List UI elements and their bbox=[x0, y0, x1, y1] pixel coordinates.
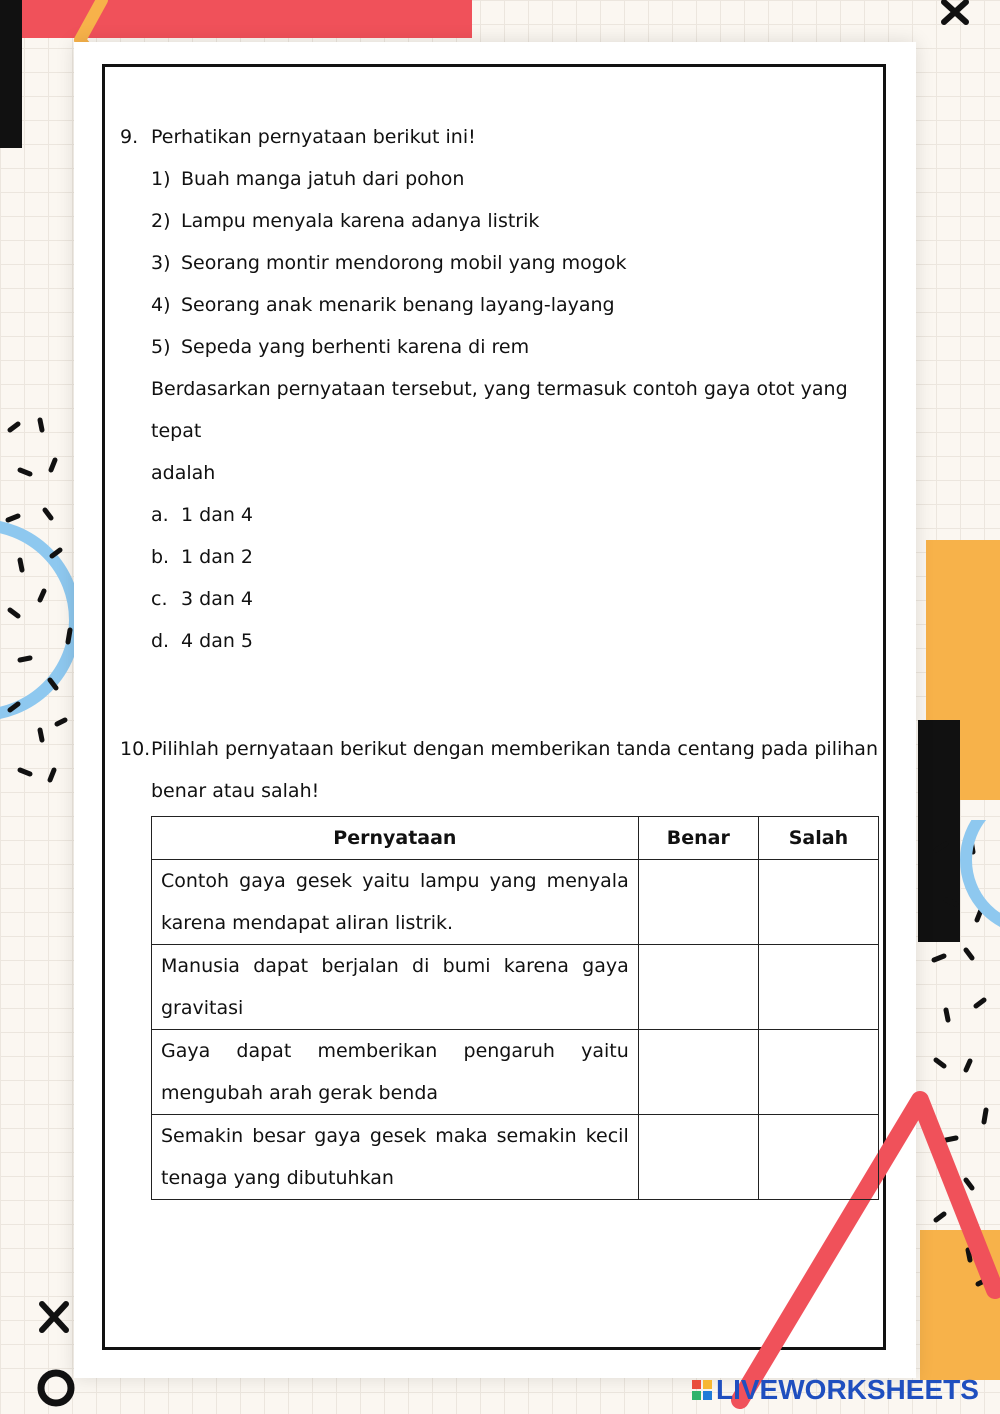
true-checkbox-cell[interactable] bbox=[638, 1030, 758, 1115]
table-header-row bbox=[152, 817, 879, 860]
question-9-prompt: Perhatikan pernyataan berikut ini! bbox=[151, 126, 476, 148]
true-checkbox-cell[interactable] bbox=[638, 860, 758, 945]
false-checkbox-cell[interactable] bbox=[758, 945, 878, 1030]
header-true: Benar bbox=[638, 817, 758, 860]
option-letter: d. bbox=[151, 630, 170, 652]
statement-cell: Manusia dapat berjalan di bumi karena gaya gravitasi bbox=[152, 945, 639, 1030]
question-10 bbox=[120, 728, 878, 1200]
answer-options bbox=[151, 494, 878, 662]
question-10-prompt-line1: Pilihlah pernyataan berikut dengan memberikan tanda centang pada pilihan bbox=[151, 738, 878, 760]
answer-option-c[interactable] bbox=[151, 578, 878, 620]
true-checkbox-cell[interactable] bbox=[638, 945, 758, 1030]
table-row bbox=[152, 1115, 879, 1200]
option-letter: a. bbox=[151, 504, 169, 526]
statement-text: Sepeda yang berhenti karena di rem bbox=[181, 336, 530, 358]
statement-list bbox=[151, 158, 878, 368]
answer-option-a[interactable] bbox=[151, 494, 878, 536]
question-9 bbox=[120, 116, 878, 662]
table-row bbox=[152, 945, 879, 1030]
statement-item bbox=[151, 284, 878, 326]
option-letter: b. bbox=[151, 546, 170, 568]
option-text: 4 dan 5 bbox=[181, 630, 254, 652]
statement-text: Seorang montir mendorong mobil yang mogok bbox=[181, 252, 627, 274]
statement-cell: Gaya dapat memberikan pengaruh yaitu mengubah arah gerak benda bbox=[152, 1030, 639, 1115]
statement-item bbox=[151, 200, 878, 242]
statement-cell: Semakin besar gaya gesek maka semakin kecil tenaga yang dibutuhkan bbox=[152, 1115, 639, 1200]
table-row bbox=[152, 1030, 879, 1115]
question-9-text-line1: Berdasarkan pernyataan tersebut, yang termasuk contoh gaya otot yang tepat bbox=[151, 378, 848, 442]
statement-text: Seorang anak menarik benang layang-layang bbox=[181, 294, 615, 316]
false-checkbox-cell[interactable] bbox=[758, 860, 878, 945]
question-9-header bbox=[120, 116, 878, 158]
worksheet-content bbox=[120, 116, 878, 1200]
option-text: 1 dan 2 bbox=[181, 546, 254, 568]
close-icon-bottom-left bbox=[36, 1300, 74, 1336]
header-statement: Pernyataan bbox=[152, 817, 639, 860]
false-checkbox-cell[interactable] bbox=[758, 1115, 878, 1200]
question-10-number: 10. bbox=[120, 738, 151, 760]
liveworksheets-logo bbox=[692, 1374, 979, 1406]
blue-arc-left bbox=[0, 525, 75, 715]
question-9-text-line2: adalah bbox=[151, 462, 216, 484]
question-9-number: 9. bbox=[120, 126, 139, 148]
answer-option-d[interactable] bbox=[151, 620, 878, 662]
blue-arc-right bbox=[966, 820, 1000, 930]
option-text: 3 dan 4 bbox=[181, 588, 254, 610]
statement-number: 2) bbox=[151, 210, 171, 232]
question-10-prompt-line2: benar atau salah! bbox=[151, 780, 320, 802]
header-false: Salah bbox=[758, 817, 878, 860]
true-checkbox-cell[interactable] bbox=[638, 1115, 758, 1200]
statement-item bbox=[151, 158, 878, 200]
circle-icon-bottom-left bbox=[34, 1366, 78, 1410]
statement-number: 5) bbox=[151, 336, 171, 358]
black-bar-left bbox=[0, 0, 22, 148]
statement-item bbox=[151, 326, 878, 368]
liveworksheets-logo-icon bbox=[692, 1380, 712, 1400]
true-false-table bbox=[151, 816, 879, 1200]
false-checkbox-cell[interactable] bbox=[758, 1030, 878, 1115]
option-text: 1 dan 4 bbox=[181, 504, 254, 526]
liveworksheets-logo-text: LIVEWORKSHEETS bbox=[716, 1374, 979, 1405]
close-icon-top-right bbox=[938, 0, 974, 26]
question-spacer bbox=[120, 662, 878, 728]
statement-item bbox=[151, 242, 878, 284]
statement-number: 3) bbox=[151, 252, 171, 274]
statement-text: Buah manga jatuh dari pohon bbox=[181, 168, 465, 190]
question-10-header bbox=[120, 728, 878, 770]
statement-text: Lampu menyala karena adanya listrik bbox=[181, 210, 540, 232]
answer-option-b[interactable] bbox=[151, 536, 878, 578]
statement-number: 1) bbox=[151, 168, 171, 190]
option-letter: c. bbox=[151, 588, 168, 610]
statement-number: 4) bbox=[151, 294, 171, 316]
table-row bbox=[152, 860, 879, 945]
statement-cell: Contoh gaya gesek yaitu lampu yang menyala karena mendapat aliran listrik. bbox=[152, 860, 639, 945]
